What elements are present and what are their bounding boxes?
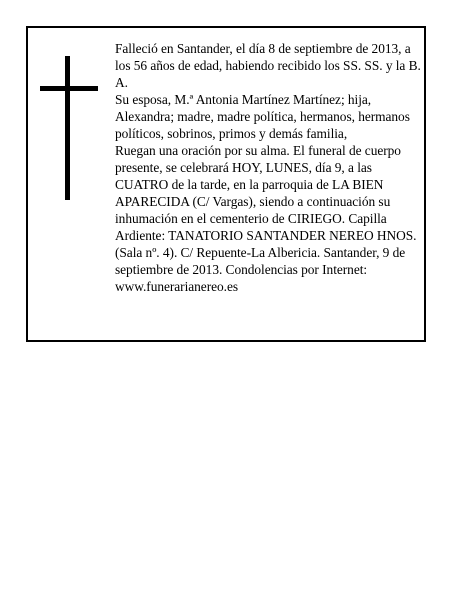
cross-vertical-bar	[65, 56, 70, 200]
notice-text	[115, 40, 423, 295]
cross-horizontal-bar	[40, 86, 98, 91]
cross-icon	[40, 56, 98, 200]
obituary-notice	[26, 26, 426, 342]
death-announcement: Falleció en Santander, el día 8 de septiembre de 2013, a los 56 años de edad, habiendo recibido los SS. SS. y la B. A.	[115, 41, 421, 90]
funeral-details: Ruegan una oración por su alma. El funeral de cuerpo presente, se celebrará HOY, LUNES, día 9, a las CUATRO de la tarde, en la parroquia de LA BIEN APARECIDA (C/ Vargas), siendo a continuación su inhumación en el cementerio de CIRIEGO. Capilla Ardiente: TANATORIO SANTANDER NEREO HNOS. (Sala nº. 4). C/ Repuente-La Albericia. Santander, 9 de septiembre de 2013. Condolencias por Internet: www.funerarianereo.es	[115, 143, 417, 294]
family-mourners: Su esposa, M.ª Antonia Martínez Martínez; hija, Alexandra; madre, madre política, hermanos, hermanos políticos, sobrinos, primos y demás familia,	[115, 92, 410, 141]
